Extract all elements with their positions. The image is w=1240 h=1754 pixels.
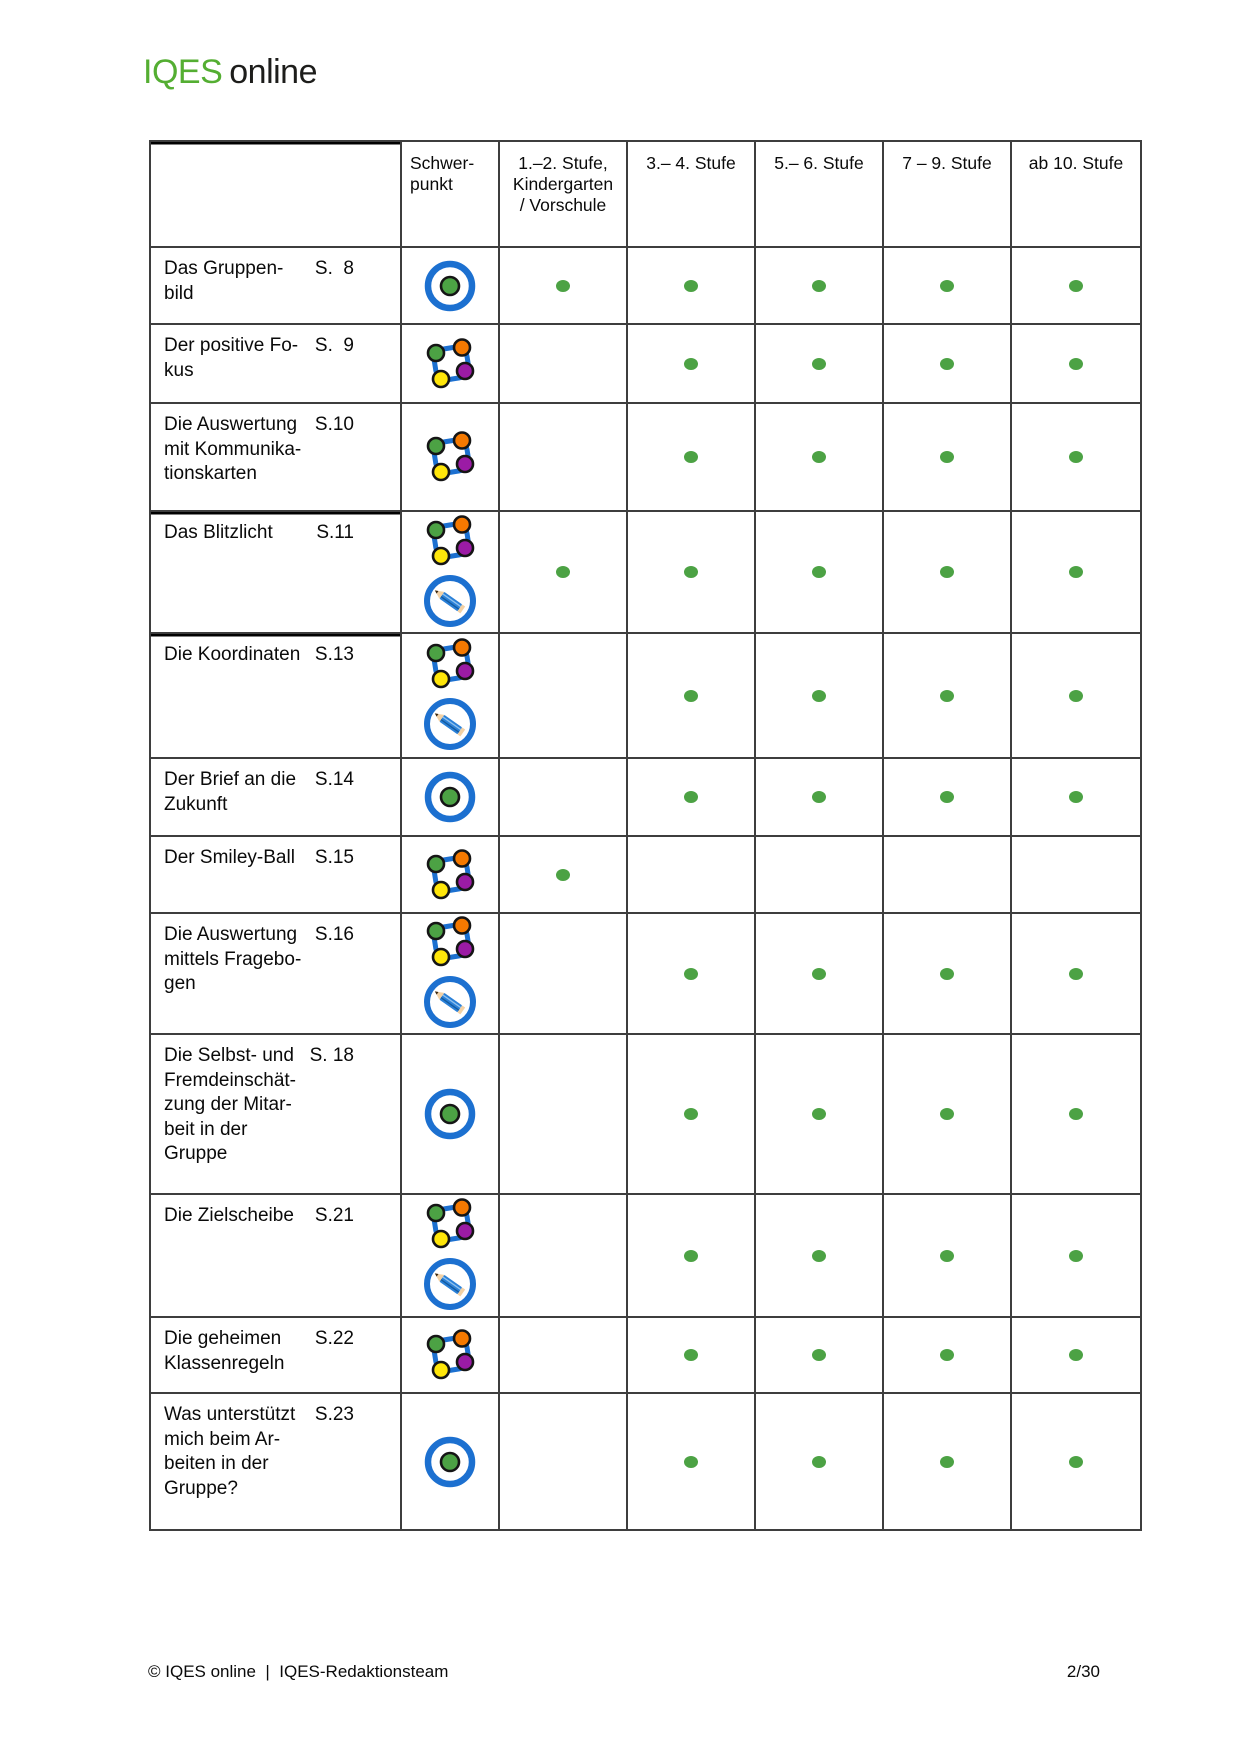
method-name — [164, 923, 301, 997]
four-dots-icon — [423, 431, 477, 483]
level-cell — [1012, 1035, 1140, 1195]
page-ref: S. 18 — [309, 1045, 354, 1066]
page-ref: S.13 — [314, 644, 354, 665]
applicable-dot — [684, 451, 698, 463]
level-cell — [1012, 914, 1140, 1035]
applicable-dot — [556, 280, 570, 292]
level-cell — [884, 1394, 1012, 1529]
level-cell — [500, 248, 628, 325]
level-cell — [628, 325, 756, 404]
method-name-line: zung der Mitar- — [164, 1094, 292, 1115]
row-label-cell — [151, 634, 402, 759]
level-cell — [500, 1195, 628, 1318]
level-cell — [500, 512, 628, 634]
row-label-cell — [151, 1035, 402, 1195]
page-ref: S.21 — [314, 1205, 354, 1226]
column-header-line: 1.–2. Stufe, — [518, 153, 608, 173]
page-ref: S. 8 — [314, 258, 354, 279]
method-name-line: beit in der — [164, 1118, 248, 1140]
footer-page-number: 2/30 — [1066, 1662, 1100, 1681]
applicable-dot — [556, 869, 570, 881]
target-icon — [421, 1085, 479, 1143]
applicable-dot — [940, 690, 954, 702]
applicable-dot — [812, 1108, 826, 1120]
pencil-icon — [421, 572, 479, 630]
applicable-dot — [812, 791, 826, 803]
method-name — [164, 846, 295, 871]
level-cell — [756, 404, 884, 512]
level-cell — [756, 1318, 884, 1394]
method-name-line: gen — [164, 973, 196, 994]
column-header — [1012, 142, 1140, 248]
column-header — [500, 142, 628, 248]
iqes-logo — [143, 53, 317, 92]
level-cell — [500, 759, 628, 837]
schwerpunkt-cell — [402, 404, 500, 512]
schwerpunkt-cell — [402, 1318, 500, 1394]
level-cell — [500, 325, 628, 404]
level-cell — [756, 837, 884, 914]
level-cell — [884, 512, 1012, 634]
four-dots-icon — [423, 1198, 477, 1250]
column-header — [756, 142, 884, 248]
method-name-line: Gruppe — [164, 1143, 228, 1164]
applicable-dot — [812, 451, 826, 463]
method-name — [164, 1044, 296, 1167]
level-cell — [756, 1394, 884, 1529]
method-name-line: Das Gruppen- — [164, 258, 284, 279]
applicable-dot — [940, 1250, 954, 1262]
column-header — [884, 142, 1012, 248]
schwerpunkt-cell — [402, 759, 500, 837]
applicable-dot — [1069, 690, 1083, 702]
four-dots-icon — [423, 1329, 477, 1381]
target-icon — [421, 257, 479, 315]
level-cell — [500, 1035, 628, 1195]
applicable-dot — [684, 791, 698, 803]
level-cell — [500, 837, 628, 914]
levels-table — [149, 140, 1142, 1531]
column-header-line: 5.– 6. Stufe — [774, 153, 864, 173]
applicable-dot — [940, 1108, 954, 1120]
level-cell — [884, 634, 1012, 759]
row-label-cell — [151, 759, 402, 837]
applicable-dot — [812, 690, 826, 702]
level-cell — [884, 1318, 1012, 1394]
method-name — [164, 643, 300, 668]
level-cell — [628, 837, 756, 914]
method-name-line: Was unterstützt — [164, 1404, 296, 1425]
level-cell — [756, 248, 884, 325]
column-header-line: punkt — [410, 174, 453, 194]
method-name-line: bild — [164, 282, 194, 304]
method-name-line: mit Kommunika- — [164, 438, 302, 460]
applicable-dot — [1069, 1456, 1083, 1468]
level-cell — [1012, 512, 1140, 634]
level-cell — [1012, 759, 1140, 837]
applicable-dot — [812, 566, 826, 578]
level-cell — [628, 1195, 756, 1318]
method-name-line: Der positive Fo- — [164, 335, 299, 356]
level-cell — [1012, 325, 1140, 404]
applicable-dot — [684, 280, 698, 292]
applicable-dot — [1069, 1250, 1083, 1262]
method-name-line: Der Brief an die — [164, 769, 297, 790]
method-name-line: Fremdeinschät- — [164, 1069, 296, 1091]
applicable-dot — [684, 1456, 698, 1468]
schwerpunkt-cell — [402, 1035, 500, 1195]
applicable-dot — [812, 1250, 826, 1262]
method-name-line: beiten in der — [164, 1453, 269, 1474]
schwerpunkt-cell — [402, 248, 500, 325]
column-header-line: ab 10. Stufe — [1028, 153, 1124, 173]
applicable-dot — [940, 968, 954, 980]
method-name-line: Zukunft — [164, 793, 228, 815]
level-cell — [884, 759, 1012, 837]
applicable-dot — [1069, 566, 1083, 578]
page-ref: S.22 — [314, 1328, 354, 1349]
level-cell — [756, 1195, 884, 1318]
method-name-line: Klassenregeln — [164, 1352, 285, 1374]
level-cell — [628, 1035, 756, 1195]
level-cell — [628, 634, 756, 759]
method-name — [164, 521, 273, 546]
method-name — [164, 1403, 295, 1501]
level-cell — [756, 512, 884, 634]
applicable-dot — [940, 280, 954, 292]
level-cell — [884, 325, 1012, 404]
level-cell — [1012, 634, 1140, 759]
level-cell — [628, 1394, 756, 1529]
level-cell — [756, 914, 884, 1035]
row-label-cell — [151, 837, 402, 914]
level-cell — [756, 759, 884, 837]
page-ref: S.16 — [314, 924, 354, 945]
schwerpunkt-cell — [402, 512, 500, 634]
level-cell — [1012, 1195, 1140, 1318]
applicable-dot — [812, 358, 826, 370]
applicable-dot — [1069, 451, 1083, 463]
applicable-dot — [940, 566, 954, 578]
applicable-dot — [1069, 968, 1083, 980]
pencil-icon — [421, 1255, 479, 1313]
page-ref: S.23 — [314, 1404, 354, 1425]
level-cell — [756, 1035, 884, 1195]
applicable-dot — [684, 358, 698, 370]
level-cell — [500, 1394, 628, 1529]
applicable-dot — [940, 358, 954, 370]
level-cell — [628, 914, 756, 1035]
level-cell — [500, 914, 628, 1035]
applicable-dot — [684, 968, 698, 980]
four-dots-icon — [423, 916, 477, 968]
schwerpunkt-cell — [402, 914, 500, 1035]
pencil-icon — [421, 973, 479, 1031]
four-dots-icon — [423, 638, 477, 690]
level-cell — [500, 1318, 628, 1394]
level-cell — [756, 634, 884, 759]
applicable-dot — [556, 566, 570, 578]
applicable-dot — [940, 1456, 954, 1468]
method-name-line: Die geheimen — [164, 1328, 282, 1349]
method-name-line: Die Auswertung — [164, 924, 298, 945]
method-name-line: Die Zielscheibe — [164, 1205, 294, 1226]
four-dots-icon — [423, 338, 477, 390]
level-cell — [1012, 1394, 1140, 1529]
level-cell — [500, 634, 628, 759]
row-label-cell — [151, 248, 402, 325]
applicable-dot — [812, 1456, 826, 1468]
method-name-line: Die Selbst- und — [164, 1045, 294, 1066]
column-header-line: / Vorschule — [519, 195, 607, 215]
level-cell — [500, 404, 628, 512]
row-label-cell — [151, 404, 402, 512]
four-dots-icon — [423, 515, 477, 567]
applicable-dot — [684, 566, 698, 578]
applicable-dot — [1069, 280, 1083, 292]
row-label-cell — [151, 914, 402, 1035]
applicable-dot — [940, 791, 954, 803]
method-name-line: Die Auswertung — [164, 414, 298, 435]
level-cell — [628, 512, 756, 634]
method-name-line: mittels Fragebo- — [164, 948, 302, 970]
applicable-dot — [684, 1108, 698, 1120]
level-cell — [884, 248, 1012, 325]
applicable-dot — [812, 968, 826, 980]
method-name-line: tionskarten — [164, 463, 257, 484]
level-cell — [756, 325, 884, 404]
level-cell — [884, 837, 1012, 914]
method-name-line: kus — [164, 359, 194, 381]
pencil-icon — [421, 695, 479, 753]
level-cell — [1012, 404, 1140, 512]
page-ref: S.11 — [316, 522, 354, 543]
applicable-dot — [684, 1250, 698, 1262]
method-name — [164, 413, 301, 487]
column-header-line: Kindergarten — [512, 174, 614, 194]
header-empty-cell — [151, 142, 402, 248]
schwerpunkt-cell — [402, 1394, 500, 1529]
method-name — [164, 334, 298, 383]
applicable-dot — [1069, 358, 1083, 370]
column-header-line: 3.– 4. Stufe — [646, 153, 736, 173]
logo-brand-text: IQES — [143, 53, 223, 91]
column-header-line: Schwer- — [410, 153, 475, 173]
level-cell — [628, 1318, 756, 1394]
applicable-dot — [812, 1349, 826, 1361]
level-cell — [628, 759, 756, 837]
target-icon — [421, 1433, 479, 1491]
applicable-dot — [1069, 791, 1083, 803]
schwerpunkt-cell — [402, 325, 500, 404]
page-ref: S.10 — [314, 414, 354, 435]
schwerpunkt-cell — [402, 1195, 500, 1318]
applicable-dot — [940, 451, 954, 463]
four-dots-icon — [423, 849, 477, 901]
method-name-line: Das Blitzlicht — [164, 522, 273, 543]
column-header-line: 7 – 9. Stufe — [902, 153, 992, 173]
applicable-dot — [1069, 1108, 1083, 1120]
level-cell — [1012, 248, 1140, 325]
level-cell — [628, 404, 756, 512]
row-label-cell — [151, 1195, 402, 1318]
method-name-line: Gruppe? — [164, 1477, 238, 1499]
method-name-line: Der Smiley-Ball — [164, 847, 295, 868]
method-name — [164, 1204, 294, 1229]
level-cell — [1012, 837, 1140, 914]
level-cell — [884, 914, 1012, 1035]
column-header — [402, 142, 500, 248]
row-label-cell — [151, 1318, 402, 1394]
logo-suffix-text: online — [229, 53, 317, 91]
page-ref: S.14 — [314, 769, 354, 790]
page-ref: S. 9 — [314, 335, 354, 356]
applicable-dot — [684, 690, 698, 702]
row-label-cell — [151, 512, 402, 634]
level-cell — [1012, 1318, 1140, 1394]
method-name-line: mich beim Ar- — [164, 1428, 281, 1450]
method-name-line: Die Koordinaten — [164, 644, 301, 665]
page-ref: S.15 — [314, 847, 354, 868]
target-icon — [421, 768, 479, 826]
level-cell — [884, 1035, 1012, 1195]
applicable-dot — [940, 1349, 954, 1361]
applicable-dot — [1069, 1349, 1083, 1361]
method-name — [164, 1327, 284, 1376]
column-header — [628, 142, 756, 248]
footer-copyright: © IQES online | IQES-Redaktionsteam — [148, 1662, 449, 1681]
level-cell — [628, 248, 756, 325]
applicable-dot — [812, 280, 826, 292]
schwerpunkt-cell — [402, 634, 500, 759]
method-name — [164, 257, 283, 306]
row-label-cell — [151, 325, 402, 404]
level-cell — [884, 404, 1012, 512]
method-name — [164, 768, 296, 817]
row-label-cell — [151, 1394, 402, 1529]
schwerpunkt-cell — [402, 837, 500, 914]
level-cell — [884, 1195, 1012, 1318]
applicable-dot — [684, 1349, 698, 1361]
